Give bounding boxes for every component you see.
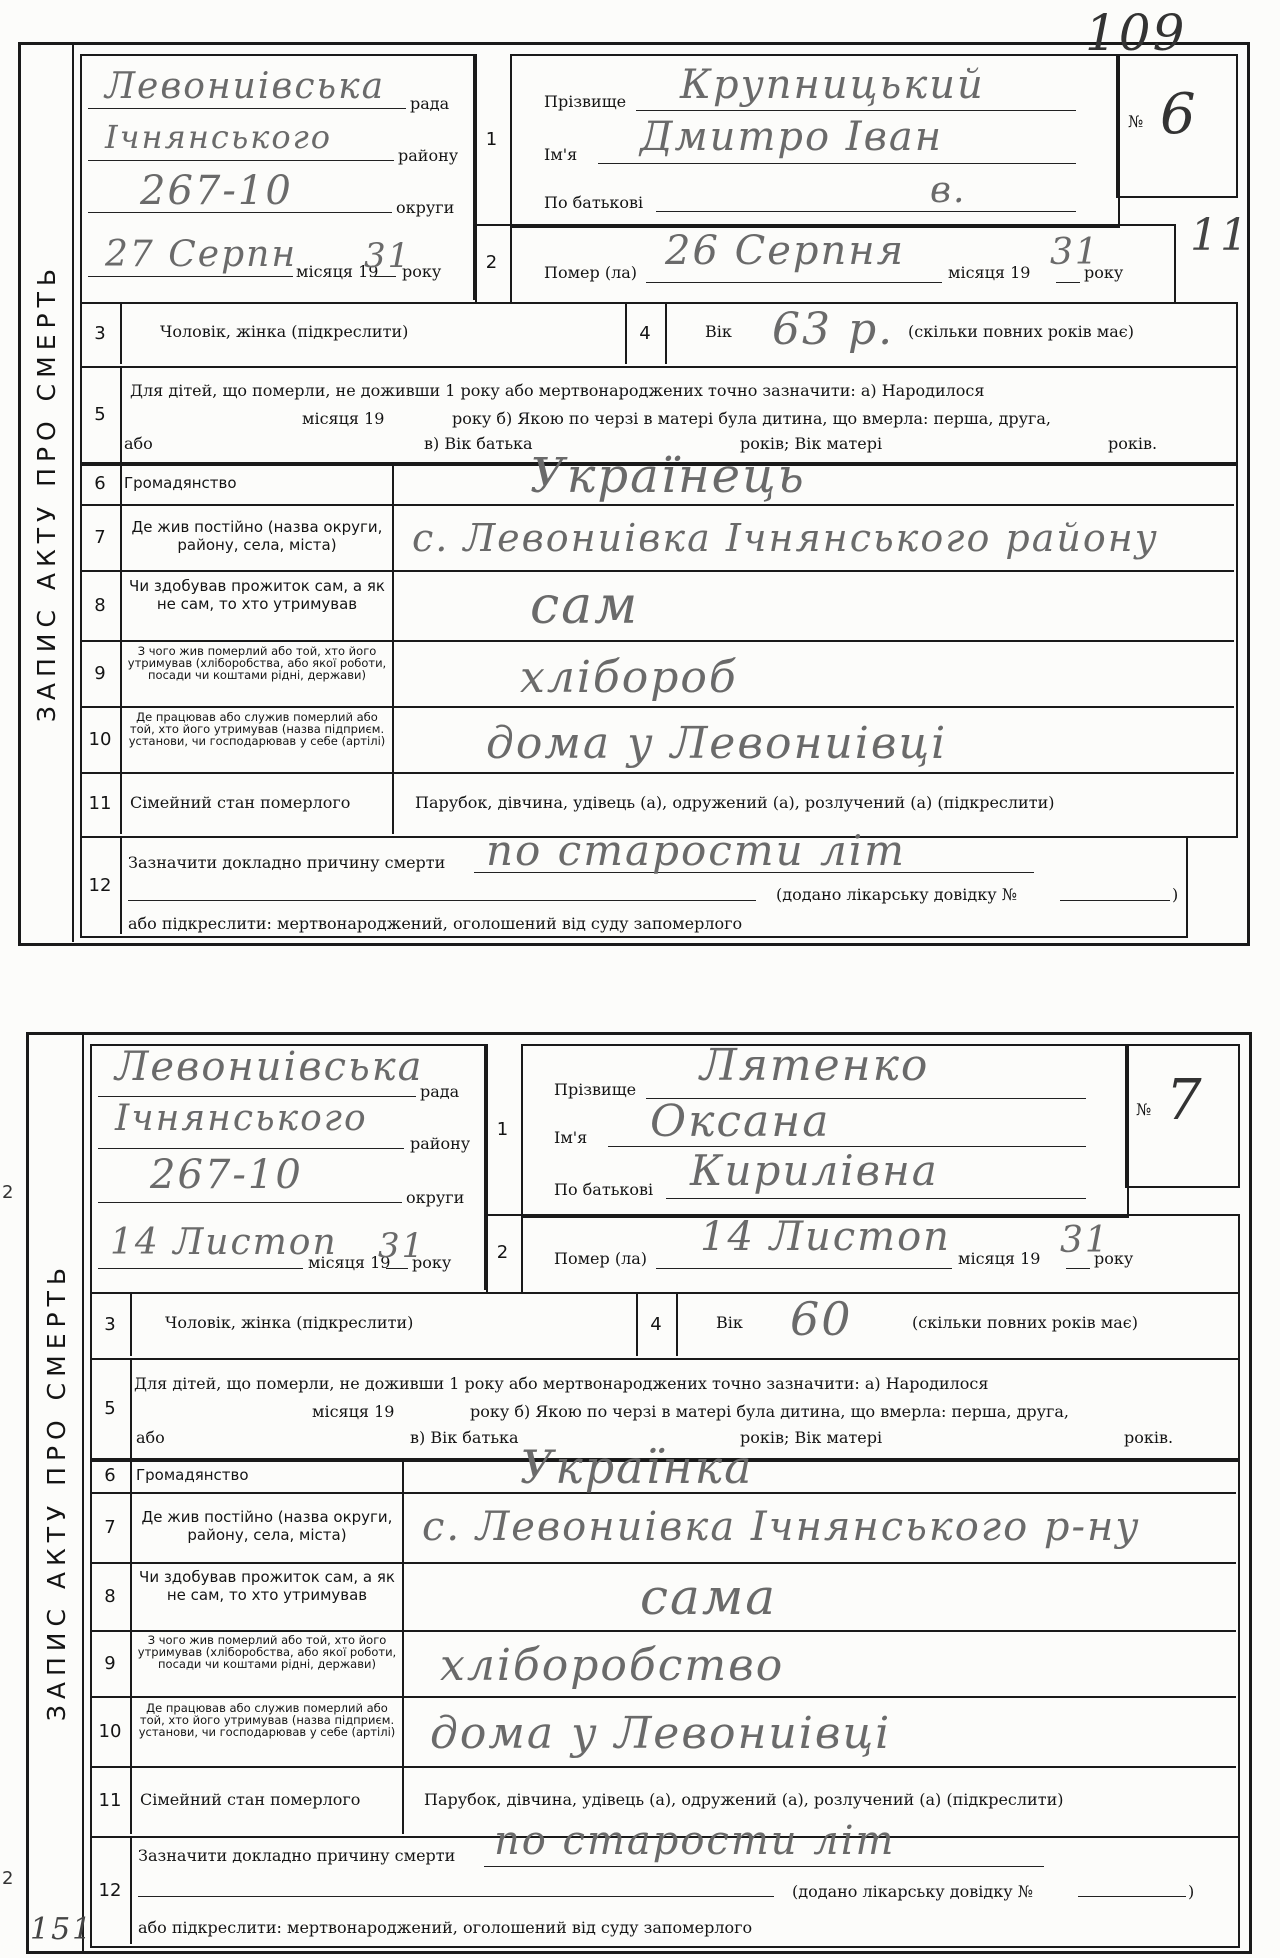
residence-value: с. Левониівка Ічнянського р-ну: [422, 1504, 1141, 1550]
page-number: 109: [1085, 4, 1187, 62]
reg-year-value: 31: [378, 1226, 426, 1266]
reg-date-value: 14 Листоп: [110, 1222, 338, 1263]
occupation-value: хліборобство: [440, 1640, 785, 1691]
support-value: сама: [640, 1568, 778, 1626]
raion-value: Ічнянського: [115, 1098, 368, 1139]
margin-note: 11: [1190, 210, 1250, 261]
surname-value: Лятенко: [700, 1040, 930, 1091]
raion-value: Ічнянського: [105, 118, 333, 156]
workplace-value: дома у Левониівці: [486, 718, 948, 769]
support-value: сам: [530, 576, 640, 636]
bottom-left-mark: 151: [30, 1912, 94, 1947]
reg-date-value: 27 Серпн: [105, 234, 298, 275]
sex-label: Чоловік, жінка (підкреслити): [160, 322, 409, 341]
citizenship-value: Українка: [520, 1440, 754, 1494]
death-year-value: 31: [1060, 1220, 1110, 1261]
record-number-value: 7: [1166, 1068, 1204, 1133]
form-title-vertical: ЗАПИС АКТУ ПРО СМЕРТЬ: [41, 1262, 71, 1722]
name-value: Дмитро Іван: [640, 114, 944, 160]
patronymic-value: Кирилівна: [690, 1146, 939, 1195]
citizenship-value: Українець: [530, 448, 806, 504]
rada-value: Левониівська: [115, 1044, 424, 1090]
name-value: Оксана: [650, 1096, 831, 1147]
form-title-vertical: ЗАПИС АКТУ ПРО СМЕРТЬ: [31, 263, 61, 723]
cause-value: по старости літ: [486, 826, 906, 875]
record-number-value: 6: [1160, 82, 1198, 147]
okruha-value: 267-10: [140, 168, 293, 214]
age-value: 63 р.: [772, 304, 895, 355]
okruha-value: 267-10: [150, 1152, 303, 1198]
margin-mark: 2: [2, 1868, 14, 1889]
death-date-value: 26 Серпня: [665, 228, 906, 274]
death-year-value: 31: [1050, 232, 1100, 273]
reg-year-value: 31: [364, 236, 412, 276]
workplace-value: дома у Левониівці: [430, 1708, 892, 1759]
cause-value: по старости літ: [494, 1818, 896, 1864]
rada-value: Левониівська: [105, 66, 386, 107]
age-value: 60: [790, 1292, 853, 1346]
death-date-value: 14 Листоп: [700, 1214, 951, 1260]
patronymic-value: в.: [930, 170, 967, 211]
surname-value: Крупницький: [680, 62, 985, 108]
residence-value: с. Левониівка Ічнянського району: [412, 516, 1159, 560]
occupation-value: хлібороб: [520, 652, 738, 703]
sex-label: Чоловік, жінка (підкреслити): [165, 1313, 414, 1332]
margin-mark: 2: [2, 1182, 14, 1203]
